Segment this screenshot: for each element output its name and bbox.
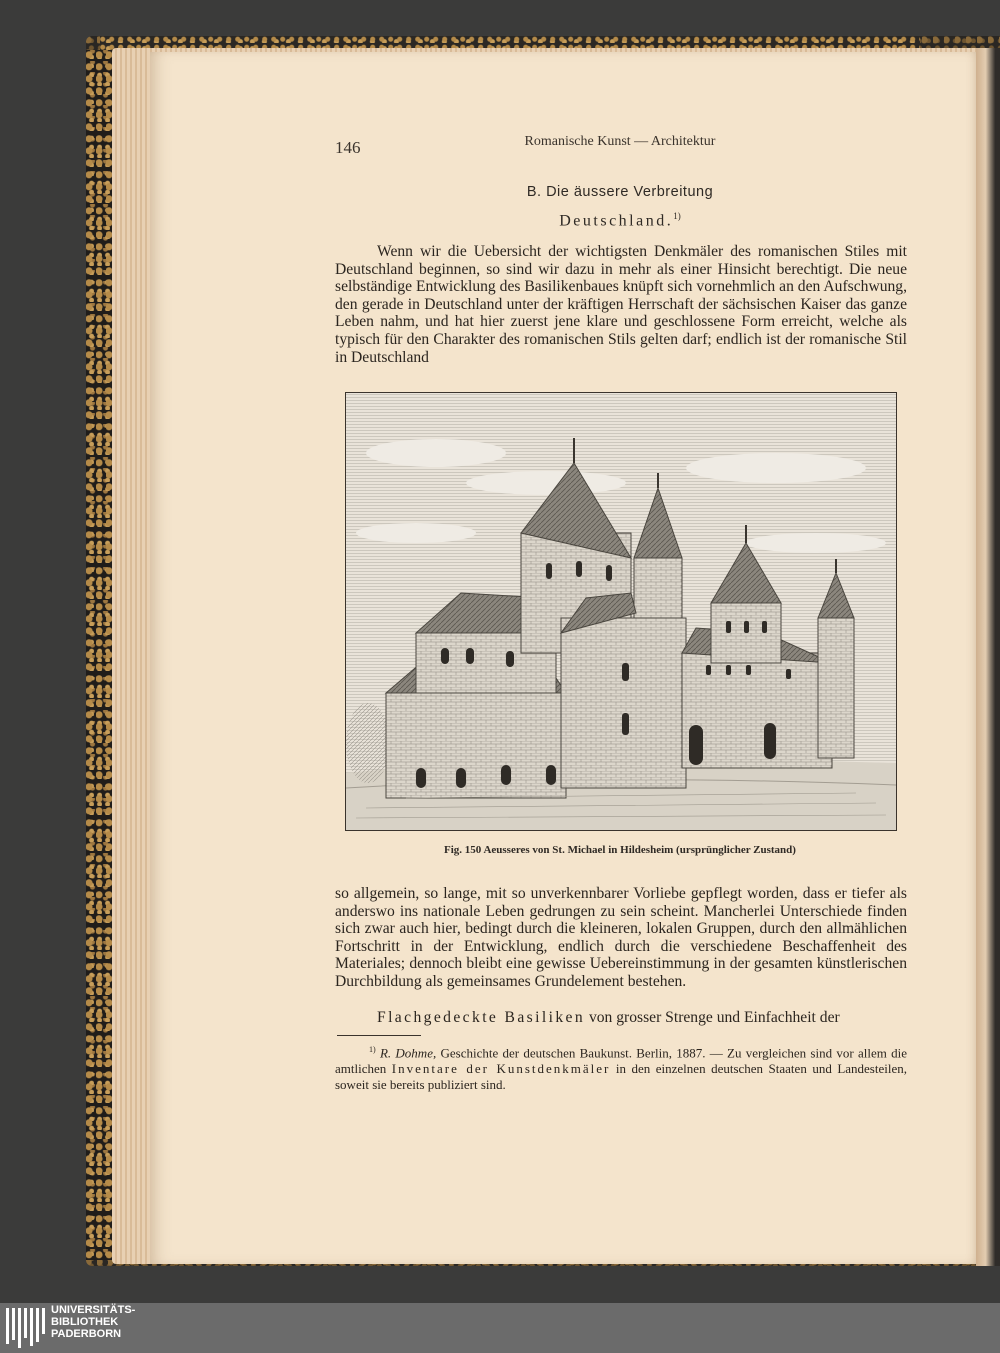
spaced-term: Flachgedeckte Basiliken [377, 1009, 586, 1026]
figure-caption: Fig. 150 Aeusseres von St. Michael in Hildesheim (ursprünglicher Zustand) [444, 844, 796, 856]
footnote-text-a: Geschichte der deutschen Baukunst. Berlin, 1887. — Zu vergleichen sind vor allem die amtlichen [335, 1045, 907, 1077]
library-footer [0, 1303, 1000, 1353]
subsection-title [335, 211, 905, 230]
body-paragraph-2: so allgemein, so lange, mit so unverkennbarer Vorliebe gepflegt worden, dass er tiefer als anderswo ins nationale Leben gedrungen zu sein scheint. Mancherlei Unterschiede finden sich zwar auch hier, bedingt durch die kleineren, lokalen Gruppen, durch den allmählichen Fortschritt in der Entwicklung, endlich durch die verschiedene Beschaffenheit des Materiales; dennoch bleibt eine gewisse Uebereinstimmung in der gesamten künstlerischen Durchbildung als gemeinsames Grundelement bestehen. [335, 885, 907, 990]
library-name-line-1: UNIVERSITÄTS- [51, 1304, 136, 1316]
footnote-reference: 1) [673, 211, 681, 221]
footnote [335, 1042, 907, 1093]
library-logo-icon [6, 1306, 46, 1350]
library-name [51, 1304, 135, 1340]
body-paragraph-1: Wenn wir die Uebersicht der wichtigsten Denkmäler des romanischen Stiles mit Deutschland beginnen, so sind wir dazu in mehr als einer Hinsicht berechtigt. Die neue selbständige Entwicklung des Basilikenbaues knüpft sich vornehmlich an den Aufschwung, den gerade in Deutschland unter der kräftigen Herrschaft der sächsischen Kaiser das ganze Leben nahm, und hat hier zuerst jene klare und geschlossene Form erreicht, welche als typisch für den Charakter des romanischen Stils gelten darf; endlich ist der romanische Stil in Deutschland [335, 243, 907, 366]
footnote-marker: 1) [369, 1045, 376, 1054]
running-head: Romanische Kunst — Architektur [524, 134, 716, 149]
library-name-line-2: BIBLIOTHEK [51, 1316, 119, 1328]
body-paragraph-3 [335, 1009, 907, 1027]
footnote-author: R. Dohme, [379, 1045, 437, 1061]
footnote-spaced-term: Inventare der Kunstdenkmäler [391, 1061, 611, 1077]
footnote-text-b: in den einzelnen deutschen Staaten und Landesteilen, soweit sie bereits publiziert sind. [335, 1061, 907, 1093]
section-title: B. Die äussere Verbreitung [526, 184, 714, 200]
library-name-line-3: PADERBORN [51, 1328, 122, 1340]
church-engraving [346, 393, 896, 830]
paragraph-3-text: von grosser Strenge und Einfachheit der [585, 1009, 840, 1026]
page-number: 146 [335, 138, 361, 157]
page-right-edge [976, 48, 1000, 1266]
figure-illustration [345, 392, 897, 831]
footnote-divider [337, 1035, 421, 1036]
subsection-title-text: Deutschland. [559, 212, 674, 230]
